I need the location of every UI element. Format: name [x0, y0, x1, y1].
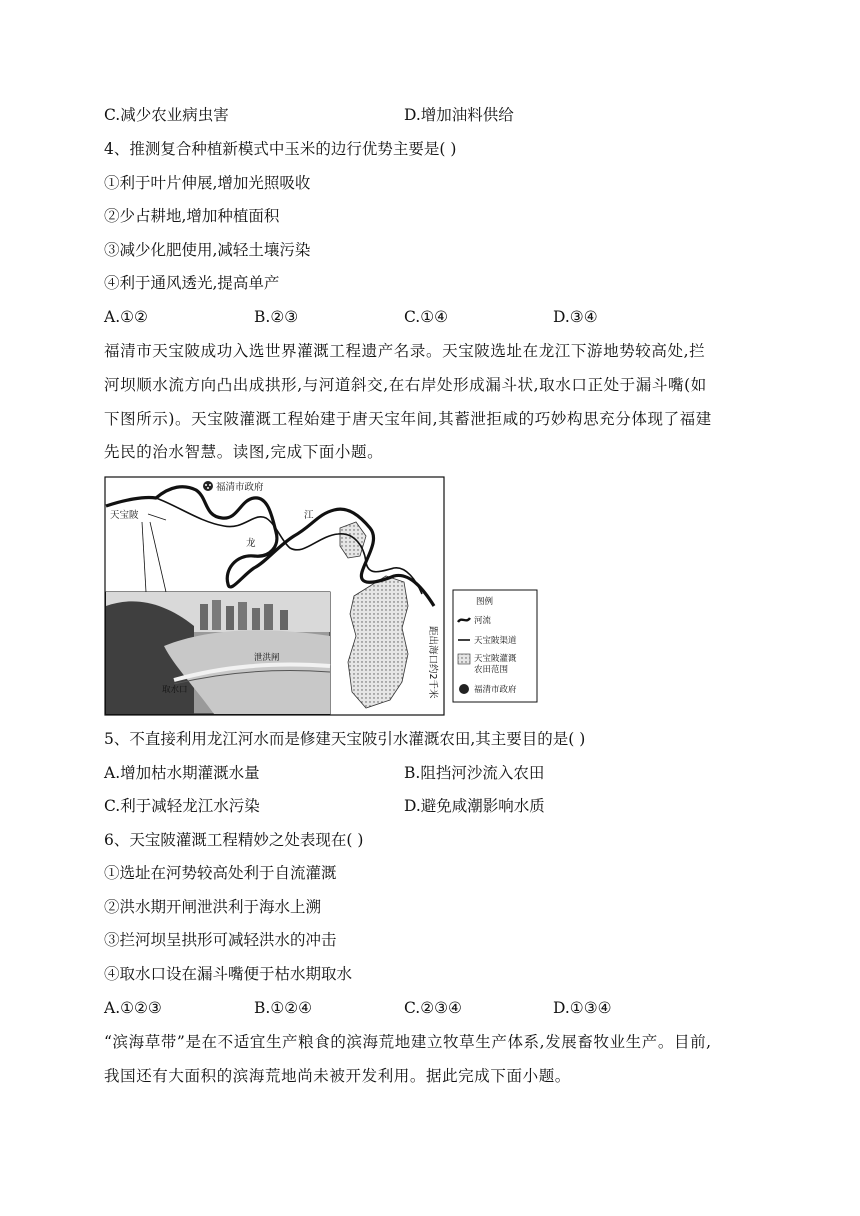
- q6-option-a: A.①②③: [104, 999, 162, 1017]
- map-jiang-label: 江: [304, 510, 314, 521]
- map-gov-label: 福清市政府: [216, 482, 264, 493]
- map-tianbaobei-label: 天宝陂: [110, 510, 139, 521]
- q4-item-1: ①利于叶片伸展,增加光照吸收: [104, 174, 311, 192]
- q6-item-3: ③拦河坝呈拱形可减轻洪水的冲击: [104, 931, 337, 949]
- q3-option-d: D.增加油料供给: [404, 106, 514, 124]
- photo-intake-label: 取水口: [162, 685, 188, 695]
- q5-option-a: A.增加枯水期灌溉水量: [104, 764, 260, 782]
- q6-option-c: C.②③④: [404, 999, 462, 1017]
- gov-icon: [203, 481, 213, 491]
- map-long-label: 龙: [246, 538, 256, 549]
- legend-gov: 福清市政府: [474, 685, 517, 695]
- tianbaobei-map-figure: [104, 476, 540, 716]
- photo-sluice-label: 泄洪闸: [254, 653, 280, 663]
- passage2-line-2: 我国还有大面积的滨海荒地尚未被开发利用。据此完成下面小题。: [104, 1067, 571, 1085]
- q5-option-d: D.避免咸潮影响水质: [404, 797, 545, 815]
- passage1-line-4: 先民的治水智慧。读图,完成下面小题。: [104, 443, 384, 461]
- legend-farmland-2: 农田范围: [474, 665, 509, 675]
- legend-river: 河流: [474, 616, 492, 626]
- legend-channel: 天宝陂渠道: [474, 636, 517, 646]
- q5-stem: 5、不直接利用龙江河水而是修建天宝陂引水灌溉农田,其主要目的是( ): [104, 730, 586, 748]
- q6-item-2: ②洪水期开闸泄洪利于海水上溯: [104, 898, 322, 916]
- map-sea-distance-label: 距出海口约2千米: [427, 626, 438, 699]
- q4-option-d: D.③④: [553, 308, 598, 326]
- passage1-line-2: 河坝顺水流方向凸出成拱形,与河道斜交,在右岸处形成漏斗状,取水口正处于漏斗嘴(如: [104, 376, 707, 394]
- passage1-line-3: 下图所示)。天宝陂灌溉工程始建于唐天宝年间,其蓄泄拒咸的巧妙构思充分体现了福建: [104, 410, 712, 428]
- legend-farmland-1: 天宝陂灌溉: [474, 654, 517, 664]
- passage1-line-1: 福清市天宝陂成功入选世界灌溉工程遗产名录。天宝陂选址在龙江下游地势较高处,拦: [104, 342, 706, 360]
- q5-option-b: B.阻挡河沙流入农田: [404, 764, 545, 782]
- legend-title: 图例: [476, 597, 494, 607]
- map-svg: [104, 476, 540, 716]
- legend-gov-icon: [459, 684, 469, 694]
- q6-stem: 6、天宝陂灌溉工程精妙之处表现在( ): [104, 831, 364, 849]
- q4-option-a: A.①②: [104, 308, 148, 326]
- q4-item-4: ④利于通风透光,提高单产: [104, 274, 280, 292]
- q4-option-b: B.②③: [254, 308, 299, 326]
- passage2-line-1: “滨海草带”是在不适宜生产粮食的滨海荒地建立牧草生产体系,发展畜牧业生产。目前,: [104, 1033, 712, 1051]
- q5-option-c: C.利于减轻龙江水污染: [104, 797, 260, 815]
- q6-item-4: ④取水口设在漏斗嘴便于枯水期取水: [104, 965, 353, 983]
- q6-item-1: ①选址在河势较高处利于自流灌溉: [104, 864, 337, 882]
- q6-option-d: D.①③④: [553, 999, 612, 1017]
- q6-option-b: B.①②④: [254, 999, 313, 1017]
- q4-item-2: ②少占耕地,增加种植面积: [104, 207, 280, 225]
- legend-farmland-symbol: [458, 654, 470, 664]
- q4-item-3: ③减少化肥使用,减轻土壤污染: [104, 241, 311, 259]
- q4-stem: 4、推测复合种植新模式中玉米的边行优势主要是( ): [104, 140, 457, 158]
- q3-option-c: C.减少农业病虫害: [104, 106, 229, 124]
- q4-option-c: C.①④: [404, 308, 449, 326]
